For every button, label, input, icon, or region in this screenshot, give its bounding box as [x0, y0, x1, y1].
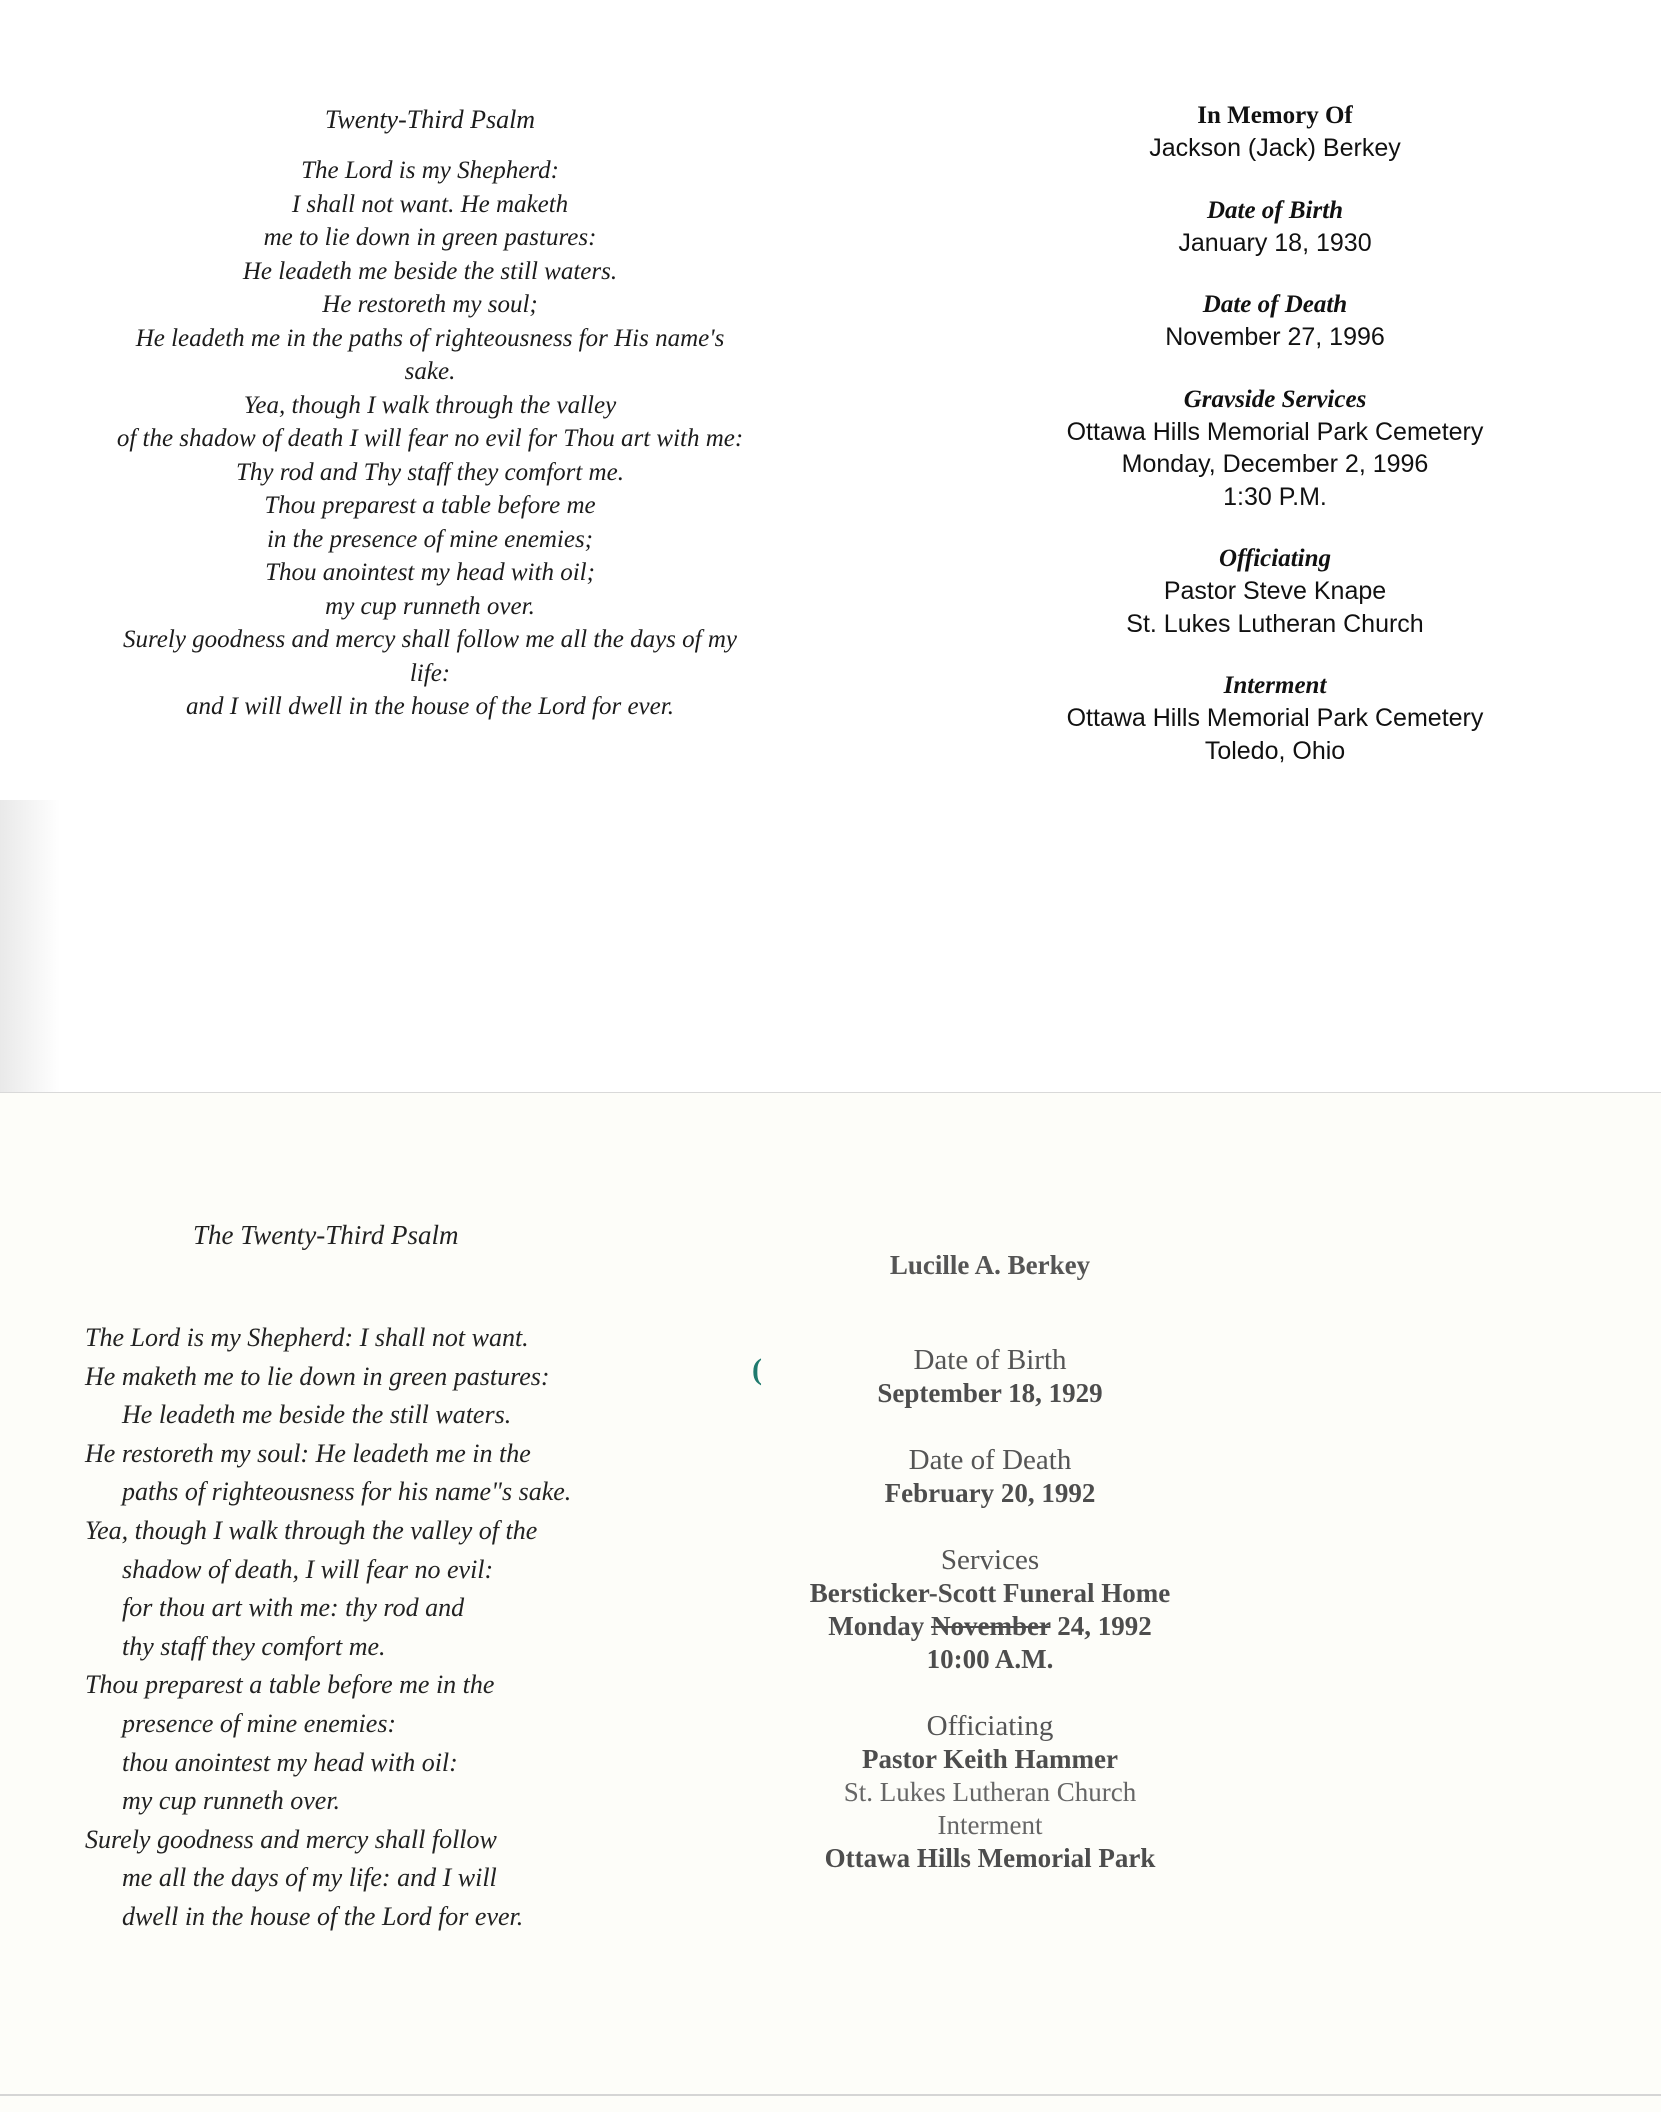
- psalm-line: I shall not want. He maketh: [291, 190, 569, 218]
- memorial-info: [705, 1245, 1275, 1875]
- services-day: Monday: [828, 1611, 925, 1641]
- psalm-line: paths of righteousness for his name"s sake.: [122, 1477, 572, 1507]
- psalm-line: dwell in the house of the Lord for ever.: [122, 1901, 524, 1931]
- deceased-name: Jackson (Jack) Berkey: [1149, 134, 1401, 162]
- psalm-line: Thou preparest a table before me in the: [85, 1670, 495, 1700]
- psalm-line: in the presence of mine enemies;: [266, 525, 594, 553]
- birth-date: January 18, 1930: [1178, 228, 1372, 257]
- birth-section: [1000, 195, 1550, 260]
- psalm-line: Yea, though I walk through the valley: [243, 391, 617, 419]
- memory-heading: In Memory Of: [1197, 102, 1353, 129]
- psalm-title: Twenty-Third Psalm: [324, 105, 536, 134]
- pen-mark: (: [752, 1353, 762, 1386]
- psalm-text: [85, 1319, 645, 1937]
- death-section: [705, 1443, 1275, 1510]
- death-date: February 20, 1992: [884, 1478, 1096, 1508]
- officiant-name: Pastor Steve Knape: [1163, 577, 1387, 605]
- birth-label: Date of Birth: [913, 1344, 1067, 1376]
- psalm-line: thou anointest my head with oil:: [122, 1747, 458, 1777]
- interment-label: Interment: [937, 1810, 1043, 1840]
- services-date: Monday, December 2, 1996: [1121, 450, 1429, 478]
- officiant-name: Pastor Keith Hammer: [862, 1744, 1118, 1774]
- church-name: St. Lukes Lutheran Church: [1126, 609, 1424, 638]
- services-section: [705, 1543, 1275, 1676]
- psalm-line: me to lie down in green pastures:: [263, 224, 597, 251]
- psalm-line: presence of mine enemies:: [122, 1708, 397, 1738]
- birth-heading: Date of Birth: [1206, 196, 1344, 224]
- psalm-title: The Twenty-Third Psalm: [193, 1220, 459, 1250]
- services-heading: Gravside Services: [1183, 385, 1367, 413]
- services-label: Services: [940, 1544, 1040, 1576]
- psalm-line: Yea, though I walk through the valley of the: [85, 1515, 538, 1545]
- services-date: [705, 1610, 1275, 1643]
- psalm-line: The Lord is my Shepherd: I shall not want.: [85, 1323, 529, 1352]
- psalm-line: Surely goodness and mercy shall follow: [85, 1824, 497, 1854]
- struck-month: November: [931, 1611, 1051, 1641]
- services-location: Ottawa Hills Memorial Park Cemetery: [1066, 417, 1484, 446]
- services-time: 1:30 P.M.: [1223, 482, 1327, 511]
- church-name: St. Lukes Lutheran Church: [843, 1777, 1137, 1807]
- officiating-heading: Officiating: [1218, 545, 1332, 572]
- psalm-line: and I will dwell in the house of the Lord for ever.: [186, 693, 674, 720]
- death-label: Date of Death: [908, 1444, 1072, 1476]
- psalm-line: He leadeth me beside the still waters.: [242, 257, 618, 285]
- psalm-line: my cup runneth over.: [325, 592, 535, 620]
- psalm-block: [60, 100, 800, 724]
- deceased-name: Lucille A. Berkey: [889, 1250, 1091, 1280]
- psalm-line: my cup runneth over.: [122, 1786, 341, 1816]
- officiating-label: Officiating: [926, 1710, 1054, 1742]
- psalm-line: The Lord is my Shepherd:: [301, 157, 559, 184]
- psalm-line: Thou anointest my head with oil;: [265, 559, 595, 586]
- interment-city: Toledo, Ohio: [1204, 736, 1346, 765]
- officiating-section: [705, 1709, 1275, 1875]
- psalm-line: He leadeth me beside the still waters.: [122, 1400, 512, 1430]
- psalm-line: Surely goodness and mercy shall follow me all the days of my: [122, 626, 738, 653]
- services-location: Bersticker-Scott Funeral Home: [809, 1578, 1171, 1608]
- psalm-block-script: [85, 1215, 645, 1937]
- psalm-line: sake.: [404, 358, 456, 385]
- card-bottom-edge: [0, 2094, 1661, 2096]
- birth-date: September 18, 1929: [877, 1378, 1103, 1408]
- psalm-line: thy staff they comfort me.: [122, 1631, 386, 1661]
- psalm-line: He restoreth my soul;: [322, 291, 538, 318]
- death-section: [1000, 289, 1550, 354]
- interment-section: [1000, 670, 1550, 767]
- psalm-line: for thou art with me: thy rod and: [122, 1593, 465, 1623]
- psalm-line: He maketh me to lie down in green pastures:: [85, 1361, 550, 1391]
- death-heading: Date of Death: [1202, 291, 1348, 318]
- psalm-line: Thy rod and Thy staff they comfort me.: [236, 458, 624, 486]
- psalm-line: shadow of death, I will fear no evil:: [122, 1554, 494, 1584]
- psalm-line: life:: [409, 659, 451, 687]
- memory-section: [1000, 100, 1550, 165]
- memorial-info: [1000, 100, 1550, 797]
- services-time: 10:00 A.M.: [926, 1644, 1054, 1674]
- psalm-line: me all the days of my life: and I will: [122, 1863, 497, 1893]
- interment-heading: Interment: [1223, 672, 1327, 699]
- psalm-line: He leadeth me in the paths of righteousness for His name's: [135, 324, 725, 352]
- birth-section: [705, 1343, 1275, 1410]
- psalm-line: Thou preparest a table before me: [264, 492, 596, 519]
- death-date: November 27, 1996: [1165, 323, 1385, 351]
- psalm-line: of the shadow of death I will fear no evil for Thou art with me:: [116, 425, 744, 452]
- psalm-line: He restoreth my soul: He leadeth me in the: [85, 1438, 531, 1468]
- interment-location: Ottawa Hills Memorial Park: [824, 1843, 1156, 1873]
- services-day-number: 24, 1992: [1057, 1611, 1152, 1641]
- officiating-section: [1000, 543, 1550, 640]
- scan-edge-shadow: [0, 800, 60, 1100]
- psalm-text: [60, 154, 800, 724]
- interment-location: Ottawa Hills Memorial Park Cemetery: [1066, 704, 1484, 732]
- services-section: [1000, 384, 1550, 514]
